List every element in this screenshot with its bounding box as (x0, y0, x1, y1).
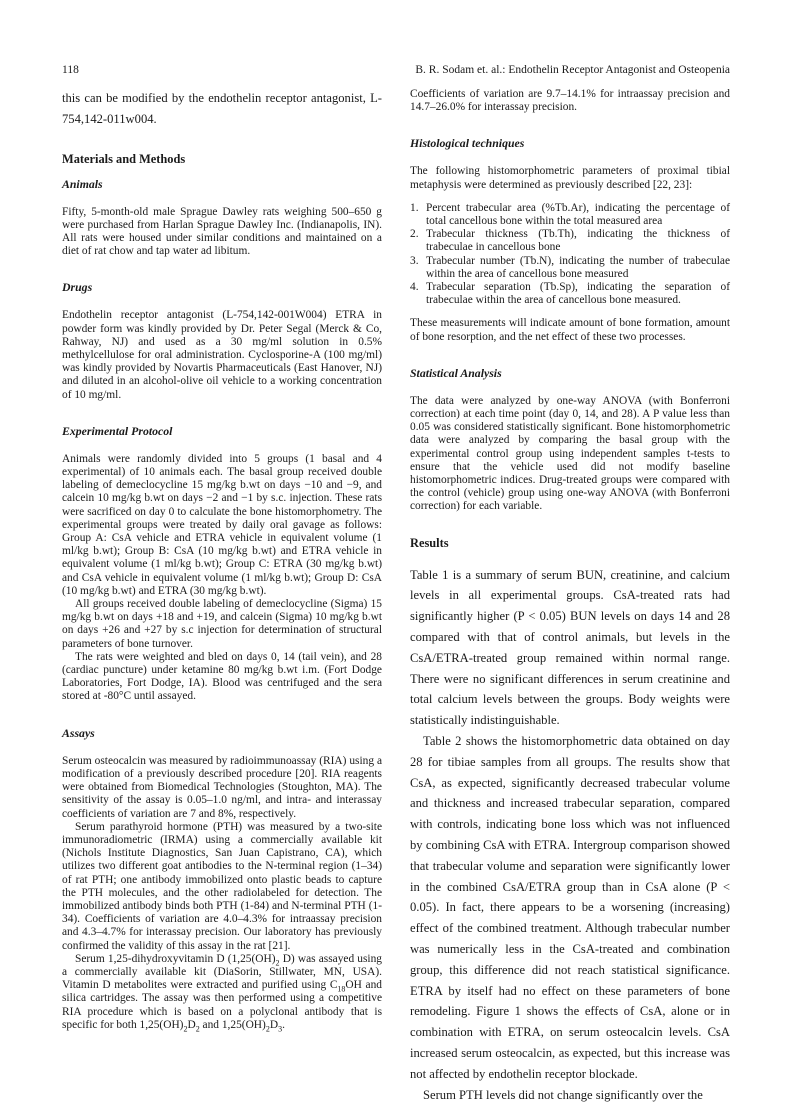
materials-methods-heading: Materials and Methods (62, 151, 186, 166)
list-item: 4. Trabecular separation (Tb.Sp), indicating the separation of trabeculae within the area of cancellous bone measured. (410, 281, 730, 307)
histomorphometric-list (410, 202, 730, 308)
assays-paragraph-3: Serum 1,25-dihydroxyvitamin D ($1,25(OH)_2$ D) was assayed using a commercially available kit (DiaSorin, Stillwater, MN, USA). Vitamin D metabolites were extracted and purified using $C_{18}OH$ and silica cartridges. The assay was then performed using a competitive RIA procedure which is based on a polyclonal antibody that is specific for both $1,25(OH)_2D_2$ and $1,25(OH)_2D_3$. (62, 952, 382, 1034)
assays-heading: Assays (62, 725, 95, 740)
page-number: 118 (62, 64, 79, 76)
histology-intro: The following histomorphometric parameters of proximal tibial metaphysis were determined as previously described [22, 23]: (410, 165, 730, 191)
cv-paragraph: Coefficients of variation are 9.7–14.1% for intraassay precision and 14.7–26.0% for interassay precision. (410, 88, 730, 114)
assays-paragraph-1: Serum osteocalcin was measured by radioimmunoassay (RIA) using a modification of a previously described procedure [20]. RIA reagents were obtained from Biomedical Technologies (Stoughton, MA). The sensitivity of the assay is 0.05–1.0 ng/ml, and intra- and interassay coefficients of variation are 7 and 8%, respectively. (62, 754, 382, 820)
results-paragraph-3: Serum PTH levels did not change significantly over the (423, 1087, 703, 1102)
protocol-paragraph-1: Animals were randomly divided into 5 groups (1 basal and 4 experimental) of 10 animals each. The basal group received double labeling of demeclocycline 15 mg/kg b.wt on days −10 and −9, and calcein 10 mg/kg b.wt on days −2 and −1 by s.c. injection. These rats were sacrificed on day 0 to calculate the bone histomorphometry. The experimental groups were treated by daily oral gavage as follows: Group A: CsA vehicle and ETRA vehicle in equivalent volume (1 ml/kg b.wt); Group B: CsA (10 mg/kg b.wt) and ETRA vehicle in equivalent volume (1 ml/kg b.wt); Group C: ETRA (30 mg/kg b.wt) and CsA vehicle in equivalent volume (1 ml/kg b.wt); Group D: CsA (10 mg/kg b.wt) and ETRA (30 mg/kg b.wt). (62, 452, 382, 597)
statistics-paragraph: The data were analyzed by one-way ANOVA (with Bonferroni correction) at each time point (day 0, 14, and 28). A P value less than 0.05 was considered statistically significant. Bone histomorphometric data were analyzed by comparing the basal group with the experimental control group using independent samples t-tests to ensure that the vehicle used did not modify baseline histomorphometric indices. Drug-treated groups were compared with the control (vehicle) group using one-way ANOVA (with Bonferroni correction) for each variable. (410, 394, 730, 513)
results-paragraph-1: Table 1 is a summary of serum BUN, creatinine, and calcium levels in all experimental groups. CsA-treated rats had significantly higher (P < 0.05) BUN levels on days 14 and 28 compared with that of control animals, but levels in the CsA/ETRA-treated group remained within normal range. There were no significant differences in serum creatinine and total calcium levels between the groups. Body weights were statistically indistinguishable. (410, 567, 730, 728)
intro-paragraph: this can be modified by the endothelin receptor antagonist, L-754,142-011w004. (62, 91, 382, 126)
drugs-heading: Drugs (62, 280, 93, 295)
list-item: 3. Trabecular number (Tb.N), indicating the number of trabeculae within the area of cancellous bone measured (410, 254, 730, 280)
list-item: 1. Percent trabecular area (%Tb.Ar), indicating the percentage of total cancellous bone within the total measured area (410, 201, 730, 228)
statistics-heading: Statistical Analysis (410, 365, 502, 380)
list-item: 2. Trabecular thickness (Tb.Th), indicating the thickness of trabeculae in cancellous bone (410, 228, 730, 254)
results-paragraph-2: Table 2 shows the histomorphometric data obtained on day 28 for tibiae samples from all groups. The results show that CsA, as expected, significantly decreased trabecular volume and thickness and increased trabecular separation, compared with controls, indicating bone loss which was not influenced by combining CsA with ETRA. Intergroup comparison showed that trabecular volume and separation were significantly lower in the combined CsA/ETRA group than in CsA alone (P < 0.05). In fact, there appears to be a worsening (increasing) effect of the combined treatment. Although trabecular number was numerically less in the CsA-treated and combination group, this difference did not reach statistical significance. ETRA by itself had no effect on these parameters of bone remodeling. Figure 1 shows the effects of CsA, alone or in combination with ETRA, on serum osteocalcin levels. CsA increased serum osteocalcin, as expected, but this increase was not affected by endothelin receptor blockade. (410, 734, 730, 1081)
histology-heading: Histological techniques (410, 136, 525, 151)
protocol-paragraph-3: The rats were weighted and bled on days 0, 14 (tail vein), and 28 (cardiac puncture) under ketamine 80 mg/kg b.wt i.m. (Fort Dodge Laboratories, Fort Dodge, IA). Blood was centrifuged and the sera stored at -80°C until assayed. (62, 650, 382, 703)
left-column (62, 88, 382, 1032)
assays-paragraph-2: Serum parathyroid hormone (PTH) was measured by a two-site immunoradiometric (IRMA) using a commercially available kit (Nichols Institute Diagnostics, San Juan Capistrano, CA), which utilizes two different goat antibodies to the N-terminal region (1–34) of rat PTH; one antibody immobilized onto plastic beads to capture the PTH molecules, and the other radiolabeled for detection. The immobilized antibody binds both PTH (1-84) and N-terminal PTH (1-34). Coefficients of variation are 4.0–4.3% for intraassay precision and 4.3–4.7% for interassay precision. Our laboratory has previously confirmed the validity of this assay in the rat [21]. (62, 820, 382, 952)
histology-after: These measurements will indicate amount of bone formation, amount of bone resorption, and the net effect of these two processes. (410, 317, 730, 343)
animals-paragraph: Fifty, 5-month-old male Sprague Dawley rats weighing 500–650 g were purchased from Harlan Sprague Dawley Inc. (Indianapolis, IN). All rats were housed under similar conditions and maintained on a diet of rat chow and tap water ad libitum. (62, 205, 382, 258)
right-column (410, 88, 730, 1105)
results-heading: Results (410, 535, 449, 550)
protocol-paragraph-2: All groups received double labeling of demeclocycline (Sigma) 15 mg/kg b.wt on days +18 and +19, and calcein (Sigma) 10 mg/kg b.wt on days +26 and +27 by s.c injection for determination of structural parameters of bone turnover. (62, 598, 382, 650)
drugs-paragraph: Endothelin receptor antagonist (L-754,142-001W004) ETRA in powder form was kindly provided by Dr. Peter Segal (Merck & Co, Rahway, NJ) and used as a 30 mg/ml solution in 0.5% methylcellulose for oral administration. Cyclosporine-A (100 mg/ml) was kindly provided by Novartis Pharmaceuticals (East Hanover, NJ) and diluted in an alcohol-olive oil vehicle to a working concentration of 10 mg/ml. (62, 309, 382, 401)
protocol-heading: Experimental Protocol (62, 423, 173, 438)
running-title: B. R. Sodam et. al.: Endothelin Receptor Antagonist and Osteopenia (415, 64, 730, 76)
animals-heading: Animals (62, 176, 103, 191)
